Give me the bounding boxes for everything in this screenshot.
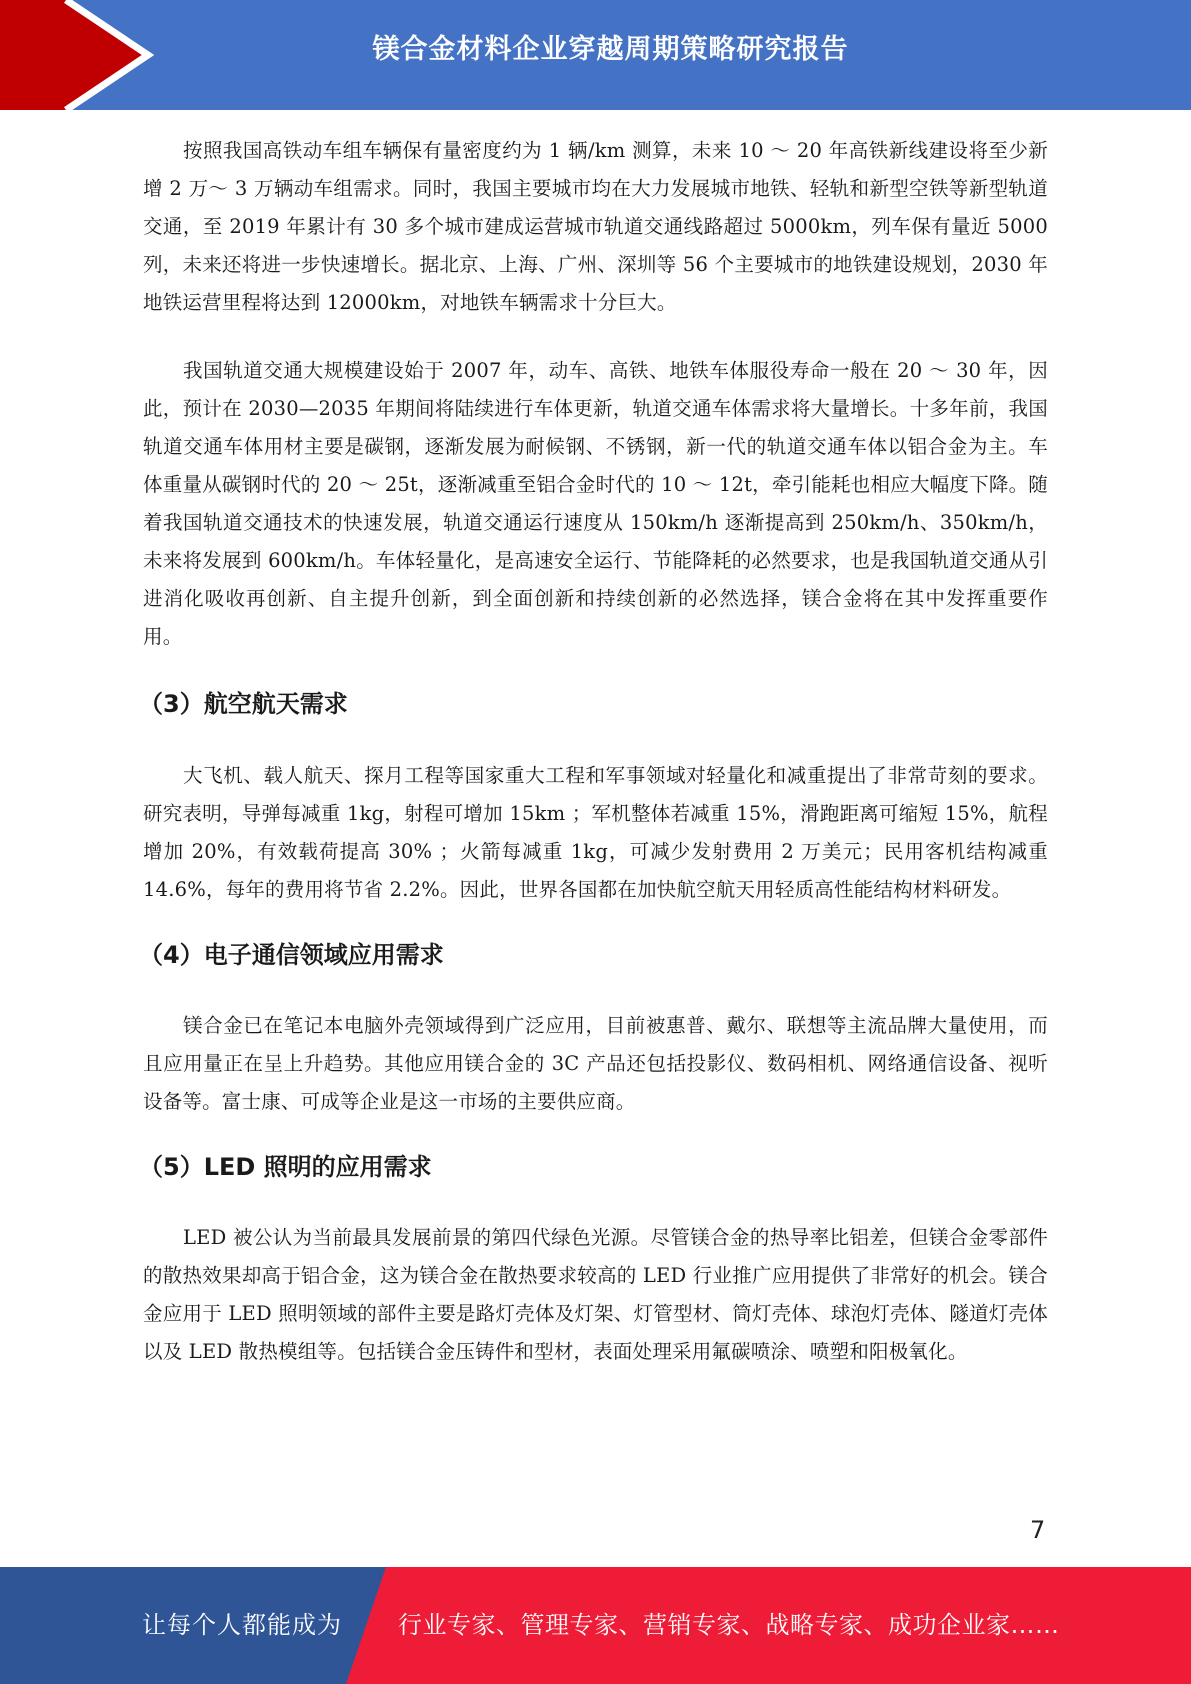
page-number: 7: [1030, 1516, 1046, 1544]
footer-slogan-left: 让每个人都能成为: [142, 1611, 342, 1639]
document-body: [139, 132, 1048, 1371]
paragraph-rail-body-renewal: 我国轨道交通大规模建设始于 2007 年，动车、高铁、地铁车体服役寿命一般在 20 ～ 30 年，因此，预计在 2030—2035 年期间将陆续进行车体更新，轨道交通车体需求将大量增长。十多年前，我国轨道交通车体用材主要是碳钢，逐渐发展为耐候钢、不锈钢，新一代的轨道交通车体以铝合金为主。车体重量从碳钢时代的 20 ～ 25t，逐渐减重至铝合金时代的 10 ～ 12t，牵引能耗也相应大幅度下降。随着我国轨道交通技术的快速发展，轨道交通运行速度从 150km/h 逐渐提高到 250km/h、350km/h，未来将发展到 600km/h。车体轻量化，是高速安全运行、节能降耗的必然要求，也是我国轨道交通从引进消化吸收再创新、自主提升创新，到全面创新和持续创新的必然选择，镁合金将在其中发挥重要作用。: [143, 359, 1048, 648]
paragraph-rail-vehicle-demand: 按照我国高铁动车组车辆保有量密度约为 1 辆/km 测算，未来 10 ～ 20 年高铁新线建设将至少新增 2 万～ 3 万辆动车组需求。同时，我国主要城市均在大力发展城市地铁、轻轨和新型空铁等新型轨道交通，至 2019 年累计有 30 多个城市建成运营城市轨道交通线路超过 5000km，列车保有量近 5000 列，未来还将进一步快速增长。据北京、上海、广州、深圳等 56 个主要城市的地铁建设规划，2030 年地铁运营里程将达到 12000km，对地铁车辆需求十分巨大。: [143, 139, 1048, 314]
report-header-bar: [0, 0, 1191, 110]
paragraph-electronics: 镁合金已在笔记本电脑外壳领域得到广泛应用，目前被惠普、戴尔、联想等主流品牌大量使用，而且应用量正在呈上升趋势。其他应用镁合金的 3C 产品还包括投影仪、数码相机、网络通信设备、视听设备等。富士康、可成等企业是这一市场的主要供应商。: [143, 1014, 1048, 1113]
section-heading-led: （5）LED 照明的应用需求: [139, 1153, 432, 1181]
paragraph-aerospace: 大飞机、载人航天、探月工程等国家重大工程和军事领域对轻量化和减重提出了非常苛刻的要求。研究表明，导弹每减重 1kg，射程可增加 15km ；军机整体若减重 15%，滑跑距离可缩短 15%，航程增加 20%，有效载荷提高 30% ；火箭每减重 1kg，可减少发射费用 2 万美元；民用客机结构减重 14.6%，每年的费用将节省 2.2%。因此，世界各国都在加快航空航天用轻质高性能结构材料研发。: [143, 764, 1048, 901]
footer-banner: [0, 1567, 1191, 1684]
section-heading-aerospace: （3）航空航天需求: [139, 690, 348, 718]
paragraph-led: LED 被公认为当前最具发展前景的第四代绿色光源。尽管镁合金的热导率比铝差，但镁合金零部件的散热效果却高于铝合金，这为镁合金在散热要求较高的 LED 行业推广应用提供了非常好的机会。镁合金应用于 LED 照明领域的部件主要是路灯壳体及灯架、灯管型材、筒灯壳体、球泡灯壳体、隧道灯壳体以及 LED 散热模组等。包括镁合金压铸件和型材，表面处理采用氟碳喷涂、喷塑和阳极氧化。: [143, 1226, 1048, 1363]
section-heading-electronics: （4）电子通信领域应用需求: [139, 941, 444, 969]
footer-slogan-right: 行业专家、管理专家、营销专家、战略专家、成功企业家……: [398, 1611, 1060, 1639]
report-title: 镁合金材料企业穿越周期策略研究报告: [372, 34, 849, 65]
